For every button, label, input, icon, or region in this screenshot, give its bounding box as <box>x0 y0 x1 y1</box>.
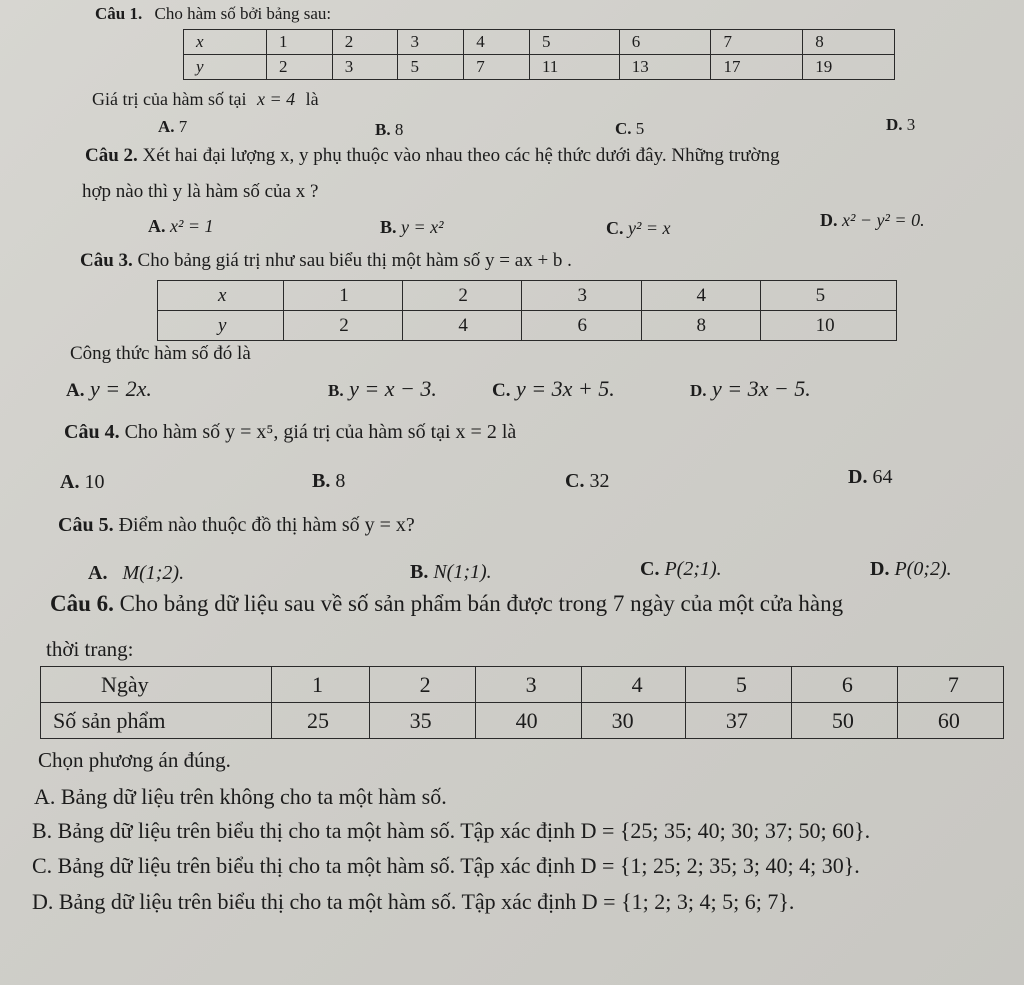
table-cell: Số sản phẩm <box>41 703 272 739</box>
q1-question-math: x = 4 <box>256 89 296 109</box>
table-cell: 6 <box>619 30 711 55</box>
table-cell: 10 <box>760 311 896 341</box>
q6-option-d[interactable]: D. Bảng dữ liệu trên biểu thị cho ta một hàm số. Tập xác định D = {1; 2; 3; 4; 5; 6; 7}. <box>32 889 795 914</box>
table-row <box>41 703 1004 739</box>
option-text: 32 <box>589 470 610 492</box>
option-text: M(1;2). <box>122 562 185 584</box>
option-letter: B. <box>328 381 344 400</box>
table-cell: 1 <box>267 30 333 55</box>
q1-option-c[interactable] <box>615 119 644 139</box>
table-cell: 1 <box>272 667 370 703</box>
q1-heading <box>95 4 331 24</box>
q1-question <box>92 89 319 110</box>
q1-question-post: là <box>305 89 319 109</box>
option-text: P(0;2). <box>894 558 952 580</box>
table-cell: 37 <box>685 703 791 739</box>
table-cell: x <box>184 30 267 55</box>
option-letter: A. <box>66 380 85 401</box>
q5-heading <box>58 514 415 537</box>
q2-heading <box>85 145 780 167</box>
q5-label: Câu 5. <box>58 514 114 536</box>
option-letter: A. <box>158 117 175 136</box>
option-text: N(1;1). <box>433 561 492 583</box>
table-cell: 8 <box>641 311 760 341</box>
option-text: y = 2x. <box>89 376 152 401</box>
option-text: 7 <box>178 117 188 136</box>
table-cell: 5 <box>529 30 619 55</box>
q6-option-a[interactable]: A. Bảng dữ liệu trên không cho ta một hàm số. <box>34 784 447 809</box>
option-letter: A. <box>88 562 108 584</box>
q3-option-a[interactable] <box>66 376 152 402</box>
q3-heading <box>80 250 572 272</box>
q2-option-d[interactable] <box>820 210 925 231</box>
table-cell: Ngày <box>41 667 272 703</box>
q6-question: Chọn phương án đúng. <box>38 748 231 772</box>
table-cell: 2 <box>332 30 398 55</box>
option-letter: B. <box>312 470 331 492</box>
q3-option-b[interactable] <box>328 376 437 402</box>
table-cell: 25 <box>272 703 370 739</box>
q3-text: Cho bảng giá trị như sau biểu thị một hàm số y = ax + b . <box>137 250 572 271</box>
table-row <box>158 281 897 311</box>
option-letter: D. <box>690 381 707 400</box>
q2-label: Câu 2. <box>85 145 138 166</box>
q4-label: Câu 4. <box>64 421 120 443</box>
q4-heading <box>64 421 516 444</box>
table-cell: 2 <box>369 667 475 703</box>
table-cell: 60 <box>897 703 1003 739</box>
table-cell: 7 <box>464 55 530 80</box>
table-cell: 13 <box>619 55 711 80</box>
option-letter: D. <box>848 466 868 488</box>
table-cell: 7 <box>711 30 803 55</box>
q6-label: Câu 6. <box>50 591 114 616</box>
option-letter: A. <box>60 471 80 493</box>
option-letter: C. <box>606 218 624 238</box>
table-cell: 50 <box>791 703 897 739</box>
q5-option-c[interactable] <box>640 558 722 581</box>
q5-option-b[interactable] <box>410 561 492 584</box>
q4-option-d[interactable] <box>848 466 892 489</box>
table-cell: 35 <box>369 703 475 739</box>
q1-option-d[interactable] <box>886 115 915 135</box>
option-letter: D. <box>870 558 890 580</box>
option-text: x² − y² = 0. <box>842 210 925 230</box>
option-text: y = 3x + 5. <box>515 376 615 401</box>
q1-label: Câu 1. <box>95 4 143 23</box>
table-row <box>41 667 1004 703</box>
option-text: 5 <box>635 119 645 138</box>
option-text: 3 <box>906 115 916 134</box>
table-cell: 5 <box>398 55 464 80</box>
q6-heading <box>50 591 843 617</box>
option-text: P(2;1). <box>664 558 722 580</box>
q2-option-b[interactable] <box>380 217 444 238</box>
option-text: 8 <box>394 120 404 139</box>
q1-table <box>183 29 895 80</box>
option-text: x² = 1 <box>170 216 214 236</box>
table-row <box>184 55 895 80</box>
option-letter: B. <box>375 120 391 139</box>
table-cell: 5 <box>760 281 896 311</box>
table-cell: 17 <box>711 55 803 80</box>
q3-label: Câu 3. <box>80 250 133 271</box>
option-letter: C. <box>615 119 632 138</box>
q1-question-pre: Giá trị của hàm số tại <box>92 89 247 109</box>
q5-option-a[interactable] <box>88 562 184 585</box>
table-cell: 6 <box>522 311 641 341</box>
option-letter: B. <box>380 217 397 237</box>
option-letter: C. <box>565 470 585 492</box>
q6-text-line2: thời trang: <box>46 637 134 661</box>
table-cell: y <box>184 55 267 80</box>
q3-question: Công thức hàm số đó là <box>70 343 251 364</box>
table-cell: 2 <box>267 55 333 80</box>
table-cell: 30 <box>581 703 685 739</box>
table-cell: 40 <box>475 703 581 739</box>
table-cell: 2 <box>403 281 522 311</box>
table-cell: 3 <box>475 667 581 703</box>
table-cell: 1 <box>284 281 403 311</box>
table-cell: 4 <box>641 281 760 311</box>
q6-text-line1: Cho bảng dữ liệu sau về số sản phẩm bán được trong 7 ngày của một cửa hàng <box>119 591 844 616</box>
table-row <box>158 311 897 341</box>
option-letter: D. <box>820 210 838 230</box>
table-cell: 4 <box>403 311 522 341</box>
q4-option-b[interactable] <box>312 470 345 493</box>
q6-option-c[interactable]: C. Bảng dữ liệu trên biểu thị cho ta một hàm số. Tập xác định D = {1; 25; 2; 35; 3; 40; 4; 30}. <box>32 853 860 878</box>
q1-text: Cho hàm số bởi bảng sau: <box>154 4 332 23</box>
option-letter: B. <box>410 561 429 583</box>
table-cell: 7 <box>897 667 1003 703</box>
table-cell: 3 <box>522 281 641 311</box>
table-cell: 3 <box>332 55 398 80</box>
option-text: y = x² <box>401 217 444 237</box>
q1-option-b[interactable] <box>375 120 403 140</box>
table-cell: 6 <box>791 667 897 703</box>
option-text: 8 <box>335 470 346 492</box>
option-text: y = 3x − 5. <box>712 376 811 401</box>
q1-option-a[interactable] <box>158 117 187 137</box>
q6-table <box>40 666 1004 739</box>
q3-option-c[interactable] <box>492 376 615 402</box>
table-cell: y <box>158 311 284 341</box>
option-text: y² = x <box>628 218 671 238</box>
option-text: y = x − 3. <box>349 376 437 401</box>
table-cell: 3 <box>398 30 464 55</box>
q2-text-line1: Xét hai đại lượng x, y phụ thuộc vào nhau theo các hệ thức dưới đây. Những trường <box>142 145 780 166</box>
table-cell: 4 <box>464 30 530 55</box>
table-cell: 8 <box>803 30 895 55</box>
option-letter: C. <box>640 558 660 580</box>
table-cell: 4 <box>581 667 685 703</box>
q5-text: Điểm nào thuộc đồ thị hàm số y = x? <box>118 514 415 536</box>
table-cell: x <box>158 281 284 311</box>
option-letter: C. <box>492 380 511 401</box>
table-cell: 2 <box>284 311 403 341</box>
q4-option-a[interactable] <box>60 471 104 494</box>
table-cell: 19 <box>803 55 895 80</box>
option-text: 10 <box>84 471 105 493</box>
option-text: 64 <box>872 466 893 488</box>
table-cell: 5 <box>685 667 791 703</box>
q2-text-line2: hợp nào thì y là hàm số của x ? <box>82 181 319 202</box>
q3-table <box>157 280 897 341</box>
q6-option-b[interactable]: B. Bảng dữ liệu trên biểu thị cho ta một hàm số. Tập xác định D = {25; 35; 40; 30; 37; 50; 60}. <box>32 818 871 843</box>
q2-option-c[interactable] <box>606 218 671 239</box>
table-row <box>184 30 895 55</box>
option-letter: A. <box>148 216 166 236</box>
q4-text: Cho hàm số y = x⁵, giá trị của hàm số tại x = 2 là <box>124 421 517 443</box>
q3-option-d[interactable] <box>690 376 811 402</box>
q5-option-d[interactable] <box>870 558 952 581</box>
table-cell: 11 <box>529 55 619 80</box>
q2-option-a[interactable] <box>148 216 214 237</box>
q4-option-c[interactable] <box>565 470 609 493</box>
option-letter: D. <box>886 115 903 134</box>
